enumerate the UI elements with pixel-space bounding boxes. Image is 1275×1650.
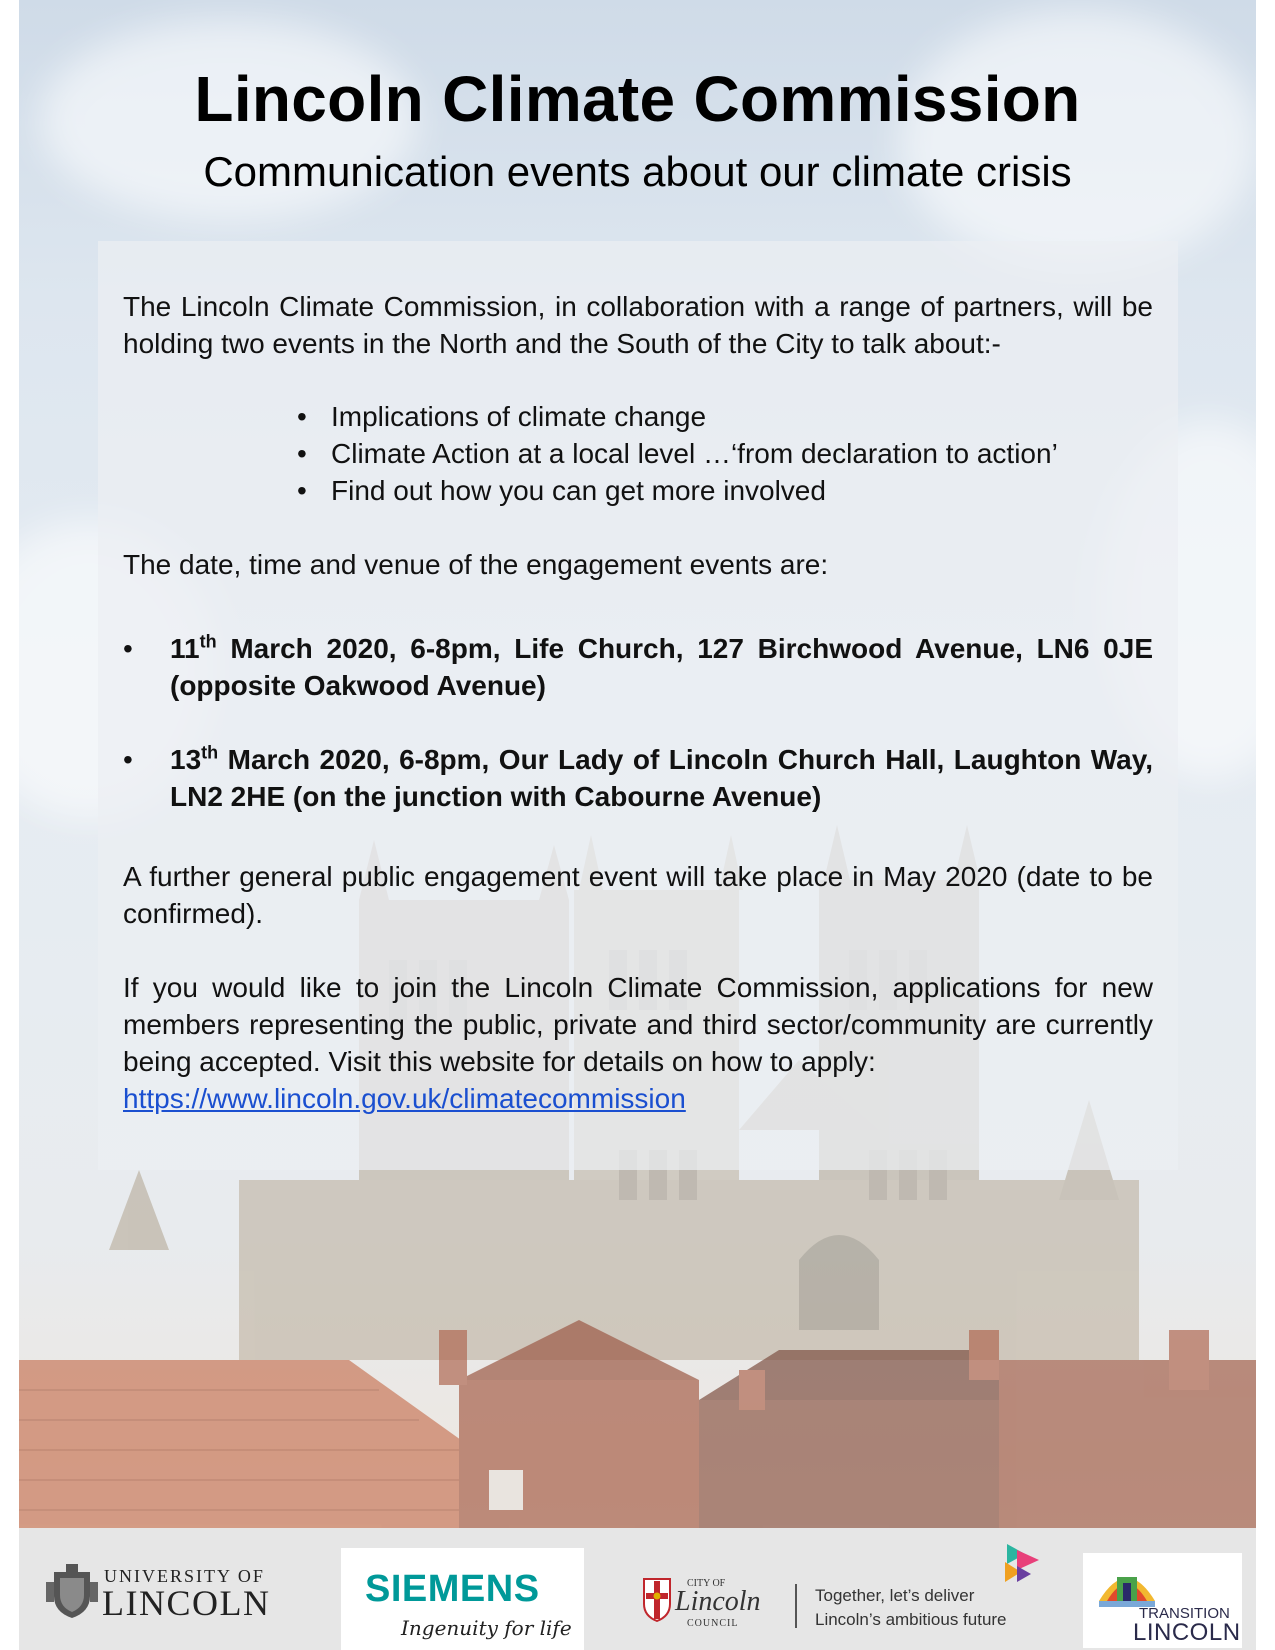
council-city-of: CITY OF (687, 1578, 726, 1589)
university-line1: UNIVERSITY OF (104, 1566, 265, 1586)
list-item: • Climate Action at a local level …‘from declaration to action’ (297, 435, 1058, 472)
list-item-text: Find out how you can get more involved (331, 475, 826, 506)
event-day: 11 (170, 633, 200, 664)
university-crest-icon (44, 1562, 100, 1620)
council-divider (795, 1584, 797, 1628)
event-1: • 11th March 2020, 6-8pm, Life Church, 127 Birchwood Avenue, LN6 0JE (opposite Oakwood Avenue) (123, 631, 1153, 701)
list-item: • Implications of climate change (297, 398, 1058, 435)
council-shield-icon (643, 1578, 671, 1622)
page-subtitle: Communication events about our climate crisis (203, 148, 1072, 195)
transition-line2: LINCOLN (1133, 1619, 1241, 1646)
page-title: Lincoln Climate Commission (194, 63, 1081, 135)
transition-line1: TRANSITION (1139, 1605, 1230, 1622)
intro-paragraph: The Lincoln Climate Commission, in collaboration with a range of partners, will be holding two events in the North and the South of the City to talk about:- (123, 291, 1153, 359)
topic-list (297, 398, 1058, 509)
city-of-lincoln-council-logo (643, 1540, 1043, 1640)
join-paragraph (123, 969, 1153, 1117)
event-details: March 2020, 6-8pm, Our Lady of Lincoln Church Hall, Laughton Way, LN2 2HE (on the junction with Cabourne Avenue) (170, 744, 1153, 812)
council-council-label: COUNCIL (687, 1618, 739, 1629)
siemens-wordmark: SIEMENS (365, 1568, 540, 1610)
further-event-paragraph: A further general public engagement event will take place in May 2020 (date to be confirmed). (123, 861, 1153, 929)
list-item-text: Climate Action at a local level …‘from declaration to action’ (331, 438, 1058, 469)
poster (19, 0, 1256, 1650)
climate-commission-link[interactable]: https://www.lincoln.gov.uk/climatecommission (123, 1083, 686, 1114)
siemens-tagline: Ingenuity for life (401, 1616, 572, 1640)
events-intro: The date, time and venue of the engagement events are: (123, 549, 829, 580)
transition-lincoln-logo (1083, 1553, 1242, 1648)
event-day-suffix: th (199, 631, 217, 652)
council-slogan-line2: Lincoln’s ambitious future (815, 1610, 1007, 1629)
university-of-lincoln-logo (44, 1562, 306, 1623)
university-line2: LINCOLN (102, 1583, 271, 1623)
event-day-suffix: th (201, 742, 219, 763)
council-lincoln-wordmark: Lincoln (675, 1586, 761, 1617)
event-details: March 2020, 6-8pm, Life Church, 127 Birchwood Avenue, LN6 0JE (opposite Oakwood Avenue) (170, 633, 1153, 701)
siemens-logo (341, 1548, 584, 1650)
list-item-text: Implications of climate change (331, 401, 707, 432)
council-arrows-icon (1001, 1540, 1043, 1582)
list-item: • Find out how you can get more involved (297, 472, 1058, 509)
join-text: If you would like to join the Lincoln Climate Commission, applications for new members representing the public, private and third sector/community are currently being accepted. Visit this website for details on how to apply: (123, 972, 1153, 1077)
council-slogan-line1: Together, let’s deliver (815, 1586, 975, 1605)
event-day: 13 (170, 744, 202, 775)
event-2: • 13th March 2020, 6-8pm, Our Lady of Lincoln Church Hall, Laughton Way, LN2 2HE (on the junction with Cabourne Avenue) (123, 742, 1153, 812)
